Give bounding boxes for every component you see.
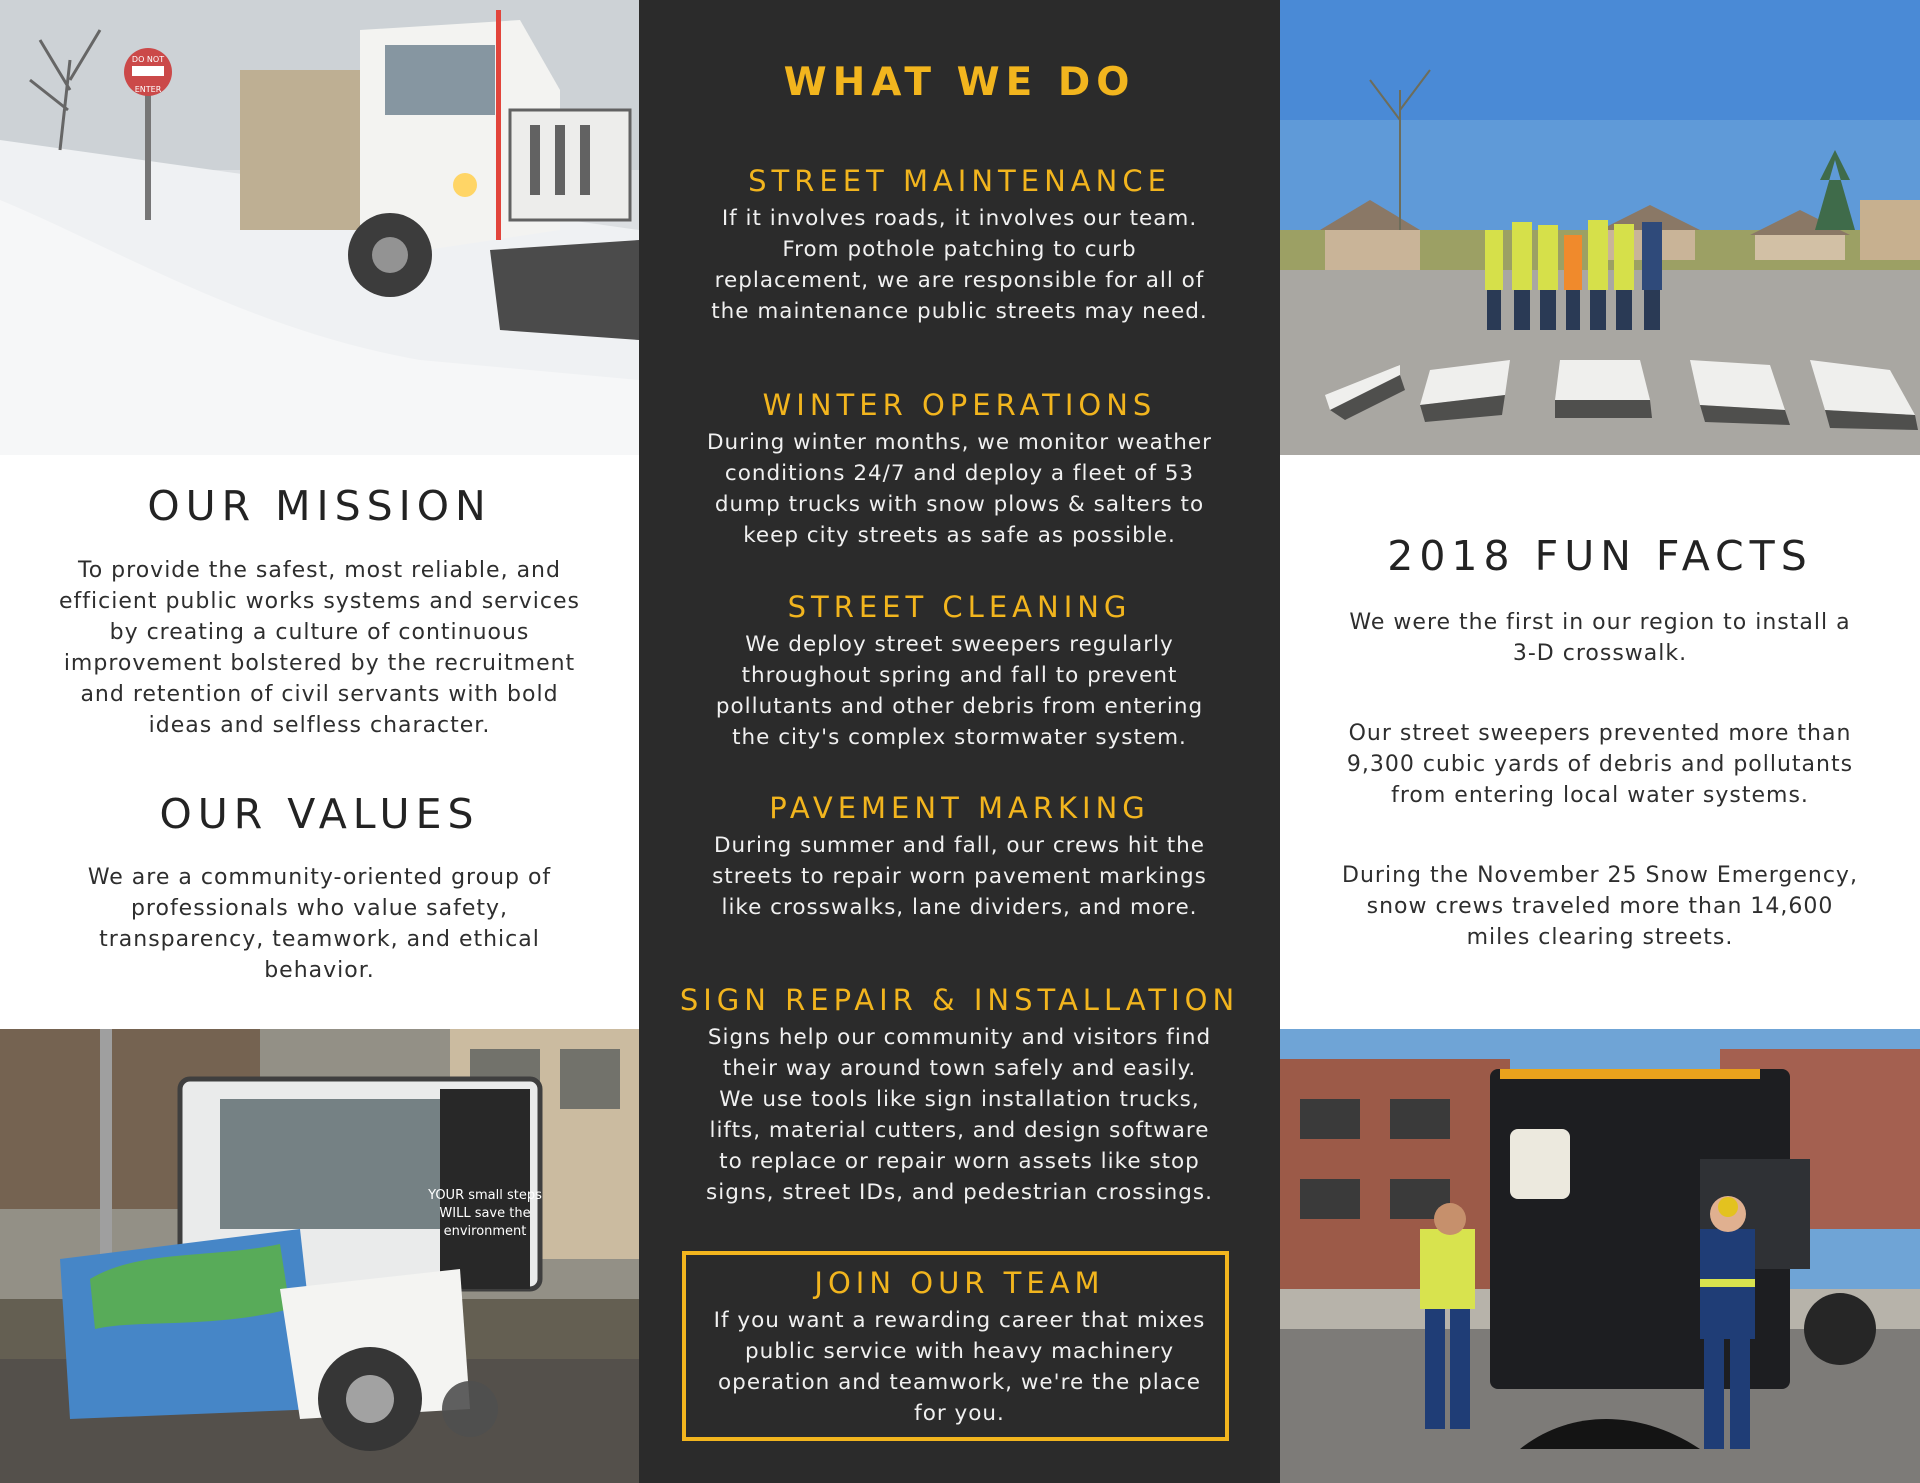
what-we-do-panel — [639, 0, 1280, 1483]
section-line: During winter months, we monitor weather — [707, 430, 1212, 455]
section-line: During summer and fall, our crews hit the — [714, 833, 1205, 858]
mission-line: efficient public works systems and services — [59, 589, 580, 614]
values-line: behavior. — [264, 958, 375, 983]
fun-fact-3 — [1300, 860, 1900, 953]
mission-heading: OUR MISSION — [147, 482, 492, 530]
what-we-do-title: WHAT WE DO — [783, 60, 1136, 105]
fun-fact-line: 9,300 cubic yards of debris and pollutants — [1346, 752, 1854, 777]
section-line: like crosswalks, lane dividers, and more. — [721, 895, 1198, 920]
section-line: lifts, material cutters, and design software — [709, 1118, 1210, 1143]
section-line: to replace or repair worn assets like stop — [719, 1149, 1200, 1174]
values-line: transparency, teamwork, and ethical — [99, 927, 540, 952]
section-line: replacement, we are responsible for all of — [714, 268, 1205, 293]
sweeper-slogan: WILL save the — [439, 1206, 531, 1221]
pothole-patch-photo — [1280, 1029, 1920, 1483]
pavement-marking-text — [689, 830, 1230, 923]
values-text — [30, 862, 609, 986]
section-line: operation and teamwork, we're the place — [718, 1370, 1201, 1395]
values-line: We are a community-oriented group of — [87, 865, 552, 890]
section-line: keep city streets as safe as possible. — [743, 523, 1176, 548]
fun-fact-line: miles clearing streets. — [1466, 925, 1734, 950]
mission-line: and retention of civil servants with bold — [80, 682, 559, 707]
fun-fact-line: We were the first in our region to install a — [1349, 610, 1851, 635]
section-line: Signs help our community and visitors find — [707, 1025, 1212, 1050]
section-line: the maintenance public streets may need. — [711, 299, 1208, 324]
svg-text:ENTER: ENTER — [134, 85, 162, 94]
mission-line: by creating a culture of continuous — [109, 620, 530, 645]
section-line: signs, street IDs, and pedestrian crossings. — [706, 1180, 1213, 1205]
mission-line: ideas and selfless character. — [148, 713, 491, 738]
section-line: We deploy street sweepers regularly — [745, 632, 1174, 657]
values-line: professionals who value safety, — [130, 896, 509, 921]
winter-operations-text — [689, 427, 1230, 551]
winter-operations-heading: WINTER OPERATIONS — [762, 388, 1157, 422]
section-line: their way around town safely and easily. — [722, 1056, 1197, 1081]
mission-line: improvement bolstered by the recruitment — [63, 651, 576, 676]
right-panel — [1280, 0, 1920, 1483]
section-line: pollutants and other debris from entering — [715, 694, 1204, 719]
fun-fact-line: During the November 25 Snow Emergency, — [1342, 863, 1858, 888]
street-maintenance-heading: STREET MAINTENANCE — [748, 164, 1171, 198]
left-panel — [0, 0, 639, 1483]
fun-fact-1 — [1300, 607, 1900, 669]
section-line: From pothole patching to curb — [782, 237, 1137, 262]
street-maintenance-text — [689, 203, 1230, 327]
street-sweeper-photo — [0, 1029, 639, 1483]
section-line: dump trucks with snow plows & salters to — [714, 492, 1205, 517]
fun-fact-line: from entering local water systems. — [1391, 783, 1809, 808]
section-line: streets to repair worn pavement markings — [712, 864, 1207, 889]
fun-fact-line: Our street sweepers prevented more than — [1348, 721, 1852, 746]
snow-plow-photo — [0, 0, 639, 455]
street-cleaning-heading: STREET CLEANING — [787, 590, 1132, 624]
section-line: public service with heavy machinery — [744, 1339, 1175, 1364]
mission-text — [30, 555, 609, 741]
mission-line: To provide the safest, most reliable, and — [78, 558, 561, 583]
section-line: If you want a rewarding career that mixes — [713, 1308, 1206, 1333]
join-our-team-text — [689, 1305, 1230, 1429]
sign-repair-heading: SIGN REPAIR & INSTALLATION — [679, 983, 1240, 1017]
join-our-team-heading: JOIN OUR TEAM — [814, 1266, 1105, 1300]
sign-text: DO NOT — [131, 55, 165, 64]
crew-crosswalk-photo — [1280, 0, 1920, 455]
sweeper-slogan: YOUR small steps — [428, 1188, 542, 1203]
street-cleaning-text — [689, 629, 1230, 753]
fun-fact-line: 3-D crosswalk. — [1512, 641, 1688, 666]
values-heading: OUR VALUES — [159, 790, 480, 838]
sweeper-slogan: environment — [443, 1224, 527, 1239]
fun-facts-heading: 2018 FUN FACTS — [1387, 532, 1813, 580]
fun-fact-line: snow crews traveled more than 14,600 — [1366, 894, 1834, 919]
section-line: If it involves roads, it involves our team. — [721, 206, 1198, 231]
sign-repair-text — [689, 1022, 1230, 1208]
section-line: We use tools like sign installation trucks, — [719, 1087, 1200, 1112]
pavement-marking-heading: PAVEMENT MARKING — [769, 791, 1150, 825]
section-line: for you. — [914, 1401, 1005, 1426]
section-line: the city's complex stormwater system. — [732, 725, 1187, 750]
section-line: conditions 24/7 and deploy a fleet of 53 — [724, 461, 1195, 486]
fun-fact-2 — [1300, 718, 1900, 811]
section-line: throughout spring and fall to prevent — [741, 663, 1178, 688]
